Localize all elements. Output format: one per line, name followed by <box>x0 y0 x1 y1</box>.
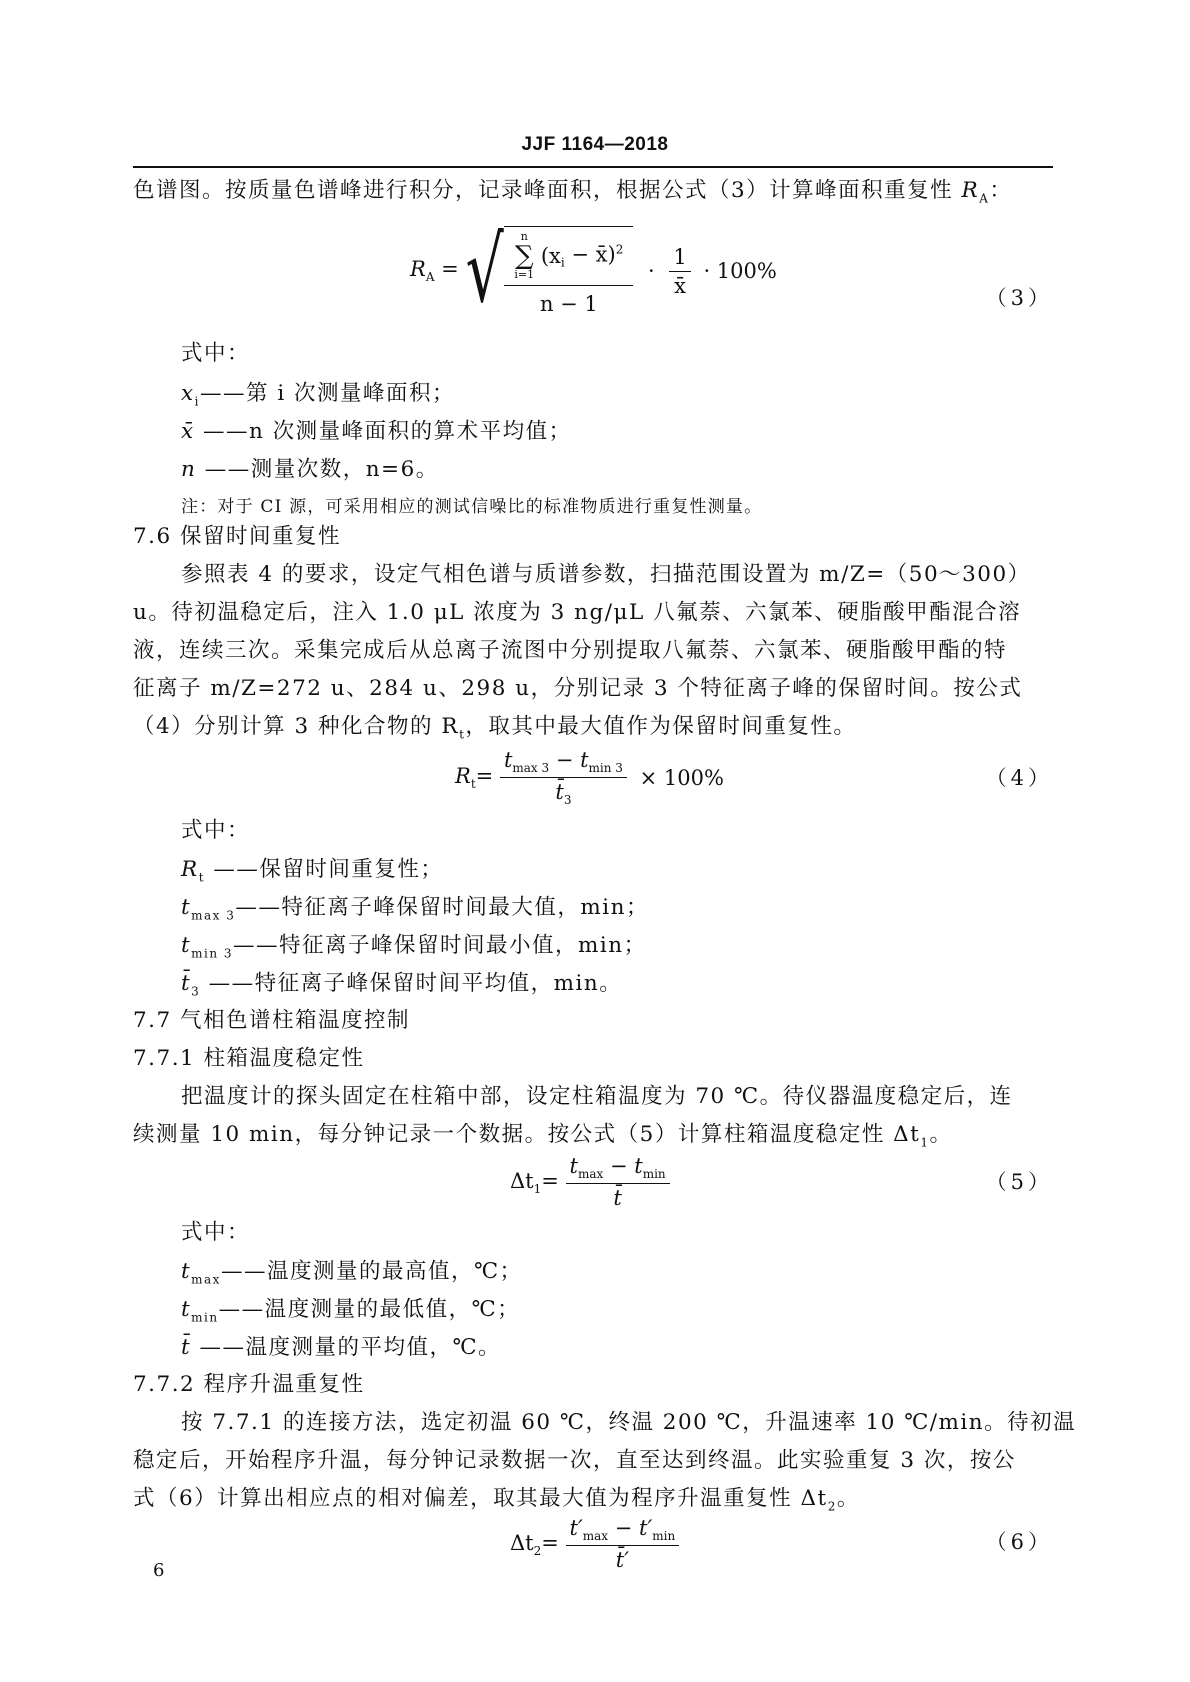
header-rule <box>133 166 1053 168</box>
p772-line-1: 稳定后，开始程序升温，每分钟记录数据一次，直至达到终温。此实验重复 3 次，按公 <box>133 1448 1016 1473</box>
p76-line-1: u。待初温稳定后，注入 1.0 μL 浓度为 3 ng/μL 八氟萘、六氯苯、硬脂酸甲酯混合溶 <box>133 600 1022 625</box>
section-7-6-title: 7.6 保留时间重复性 <box>133 524 342 549</box>
p76-line-3: 征离子 m/Z=272 u、284 u、298 u，分别记录 3 个特征离子峰的保留时间。按公式 <box>133 676 1023 701</box>
page-header: JJF 1164—2018 <box>521 134 669 155</box>
sqrt-sign: √ <box>465 218 504 324</box>
def-3-1: x̄ ——n 次测量峰面积的算术平均值； <box>181 419 572 444</box>
equation-5-number: （5） <box>985 1170 1053 1194</box>
def-4-0: $R_t$ ——保留时间重复性； <box>181 857 444 885</box>
note-1: 注：对于 CI 源，可采用相应的测试信噪比的标准物质进行重复性测量。 <box>181 497 763 517</box>
p772-line-0: 按 7.7.1 的连接方法，选定初温 60 ℃，终温 200 ℃，升温速率 10 ℃/min。待初温 <box>181 1410 1077 1435</box>
def-4-1: $t_{max 3}——$特征离子峰保留时间最大值，min； <box>181 895 650 923</box>
equation-3: $R_A$ = √ n ∑ i=1 ($x_i$ − x̄)$^2$ n − 1 · $\frac{1}{x̄}$ · 100% <box>410 218 777 324</box>
def-3-0: $x_i——$第 i 次测量峰面积； <box>181 381 456 409</box>
p772-line-2: 式（6）计算出相应点的相对偏差，取其最大值为程序升温重复性 $\Delta t_2$。 <box>133 1486 860 1514</box>
where-label-4: 式中： <box>181 818 251 843</box>
def-4-2: $t_{min 3}——$特征离子峰保留时间最小值，min； <box>181 933 647 961</box>
section-7-7-1-title: 7.7.1 柱箱温度稳定性 <box>133 1046 365 1071</box>
equation-4-number: （4） <box>985 766 1053 790</box>
def-5-0: $t_{max}——$温度测量的最高值，℃； <box>181 1259 523 1287</box>
sum-sign: ∑ <box>514 241 534 271</box>
page-number: 6 <box>153 1560 165 1581</box>
p76-line-2: 液，连续三次。采集完成后从总离子流图中分别提取八氟萘、六氯苯、硬脂酸甲酯的特 <box>133 638 1008 663</box>
def-5-1: $t_{min}——$温度测量的最低值，℃； <box>181 1297 521 1325</box>
where-label-3: 式中： <box>181 341 251 366</box>
def-5-2: t̄ ——温度测量的平均值，℃。 <box>181 1335 502 1360</box>
p76-line-4: （4）分别计算 3 种化合物的 $R_t$，取其中最大值作为保留时间重复性。 <box>133 714 857 742</box>
equation-5: $\Delta t_1=$ $\frac{t_{max} - t_{min}}{t̄}$ <box>510 1154 670 1210</box>
p76-line-0: 参照表 4 的要求，设定气相色谱与质谱参数，扫描范围设置为 m/Z=（50～300） <box>181 562 1031 587</box>
equation-6-number: （6） <box>985 1530 1053 1554</box>
section-7-7-title: 7.7 气相色谱柱箱温度控制 <box>133 1008 411 1033</box>
def-4-3: $t̄_3$ ——特征离子峰保留时间平均值，min。 <box>181 971 623 999</box>
equation-6: $\Delta t_2=$ $\frac{t'_{max} - t'_{min}}{t̄'}$ <box>510 1516 679 1572</box>
equation-3-number: （3） <box>985 286 1053 310</box>
p771-line-0: 把温度计的探头固定在柱箱中部，设定柱箱温度为 70 ℃。待仪器温度稳定后，连 <box>181 1084 1013 1109</box>
equation-4: $R_t=$ $\frac{t_{max 3} - t_{min 3}}{t̄_3}$ × 100% <box>455 748 724 808</box>
section-7-7-2-title: 7.7.2 程序升温重复性 <box>133 1372 365 1397</box>
p771-line-1: 续测量 10 min，每分钟记录一个数据。按公式（5）计算柱箱温度稳定性 $\Delta t_1$。 <box>133 1122 953 1150</box>
intro-paragraph: 色谱图。按质量色谱峰进行积分，记录峰面积，根据公式（3）计算峰面积重复性 $R_A$： <box>133 178 1013 206</box>
where-label-5: 式中： <box>181 1220 251 1245</box>
def-3-2: n ——测量次数，n=6。 <box>181 457 439 482</box>
